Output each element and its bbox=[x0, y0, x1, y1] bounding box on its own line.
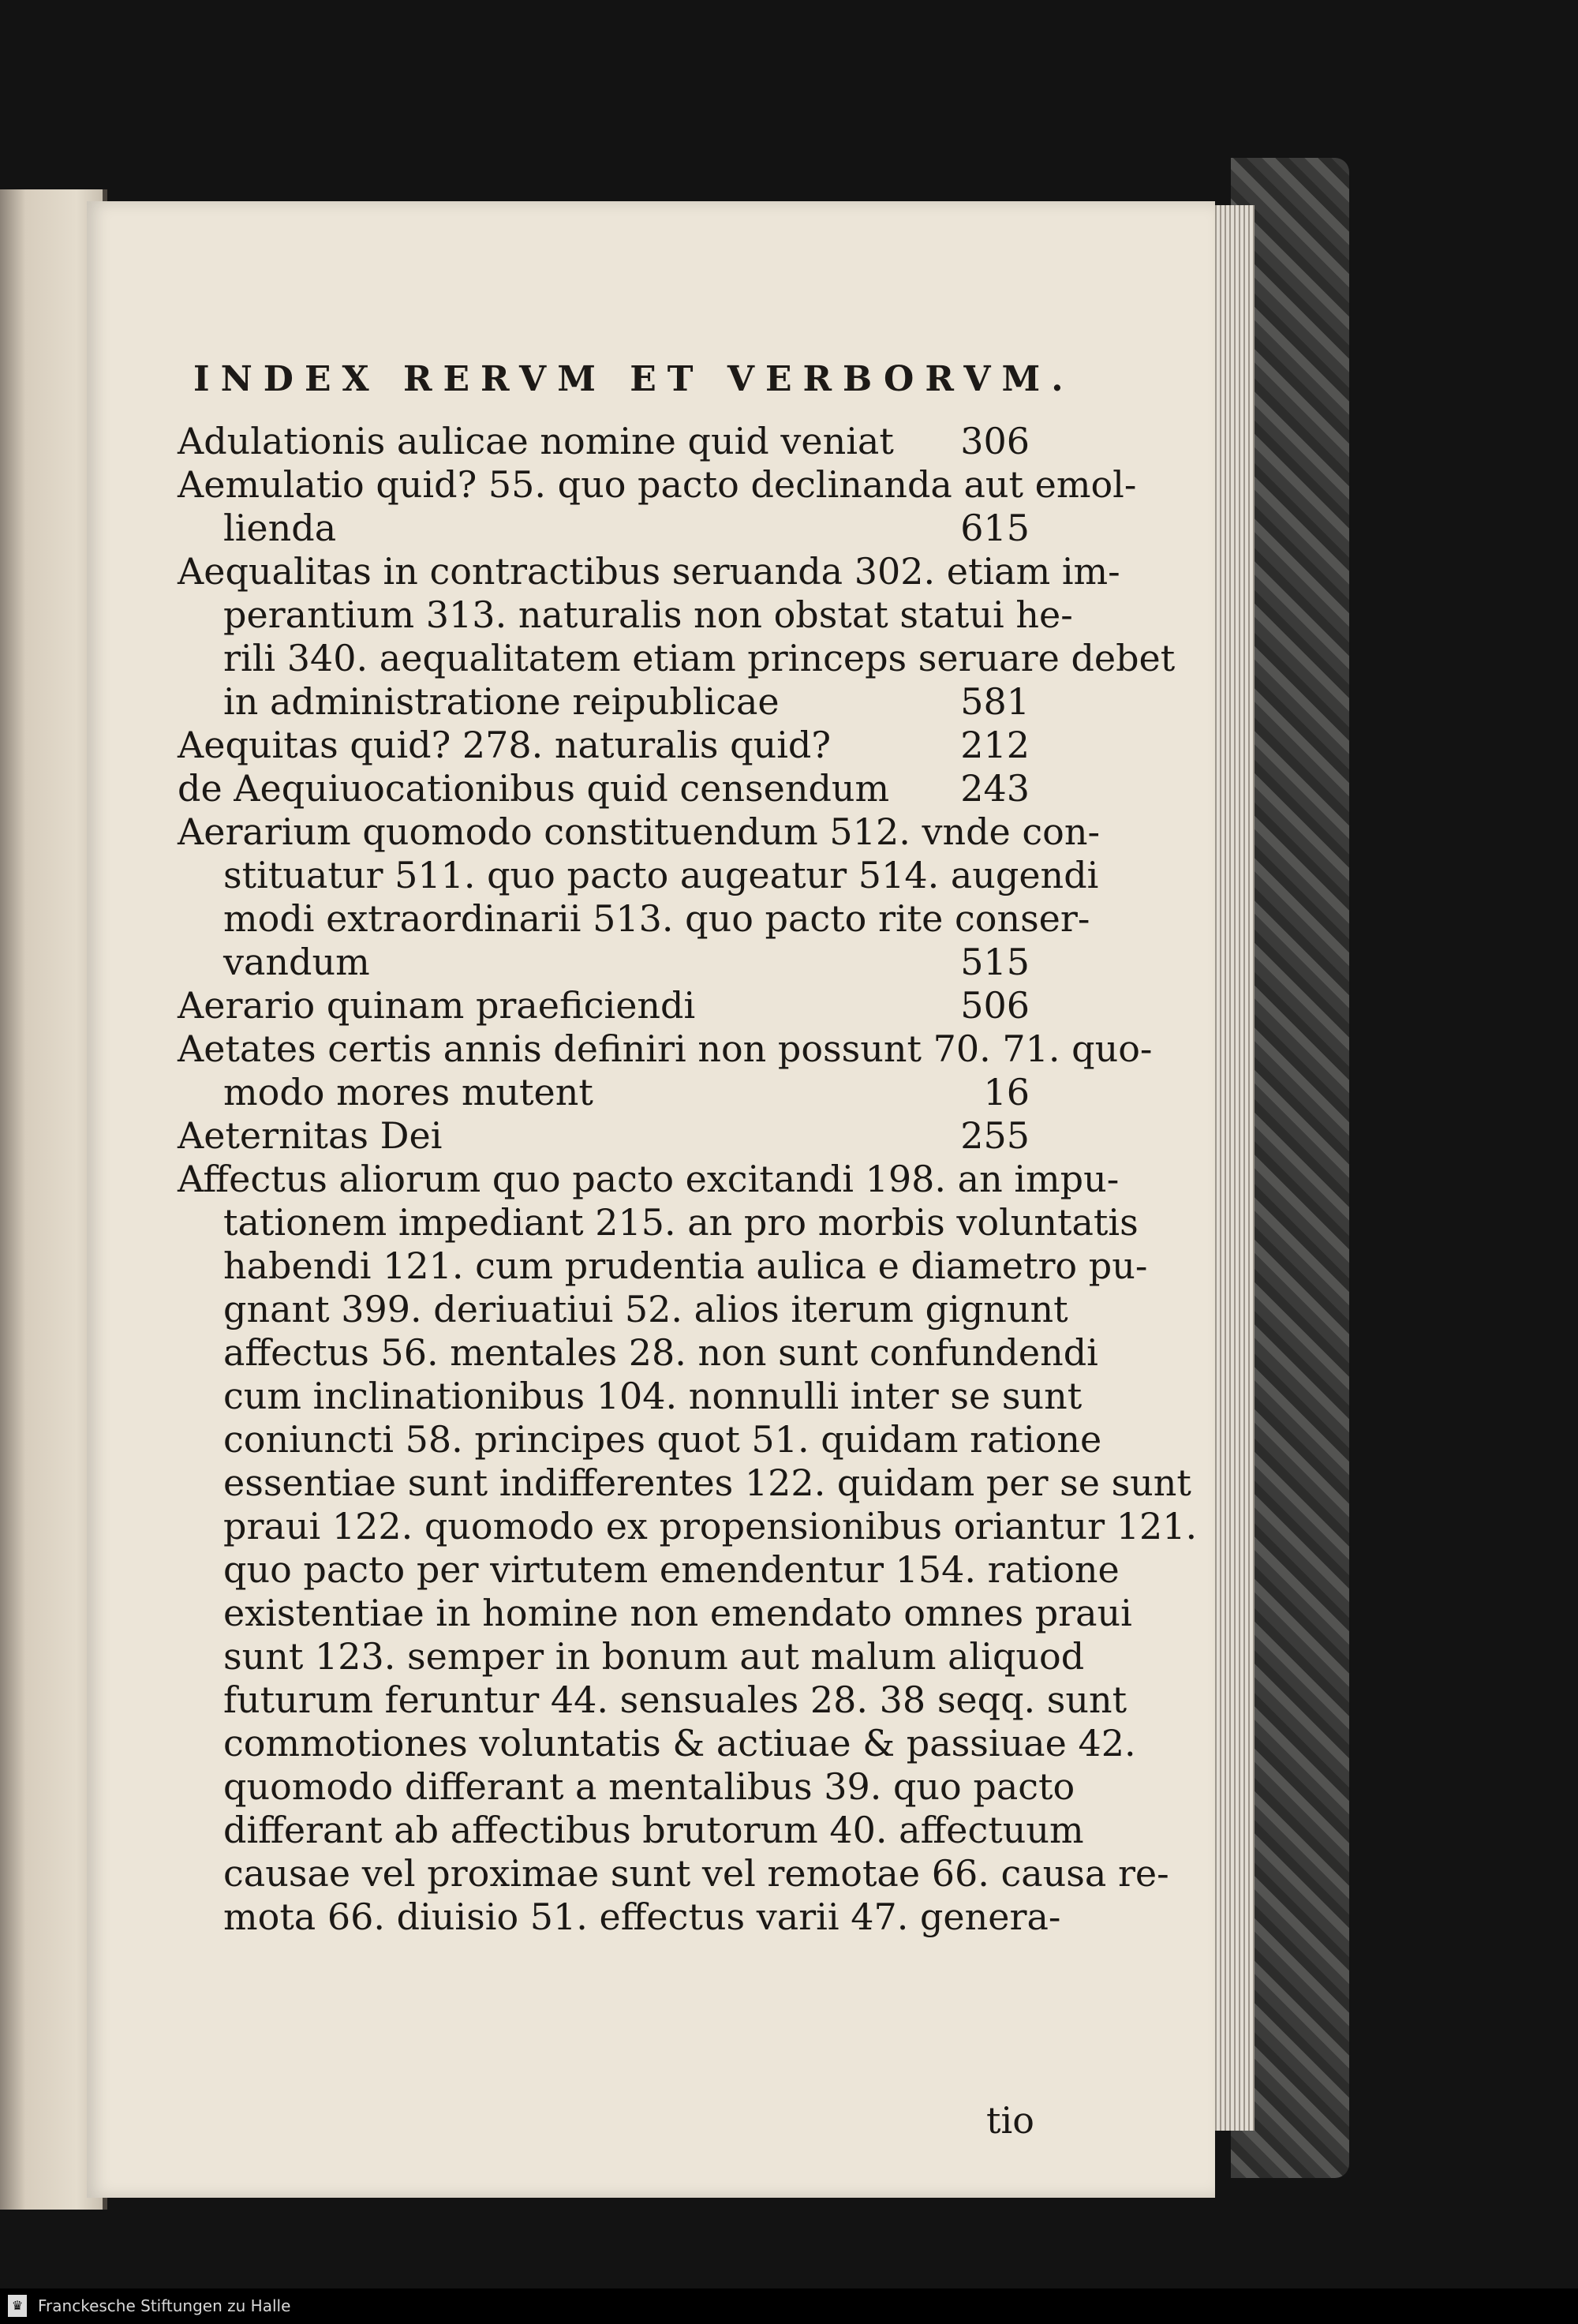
index-line bbox=[178, 1114, 1030, 1158]
page-number: 515 bbox=[960, 941, 1030, 983]
entry-text: Aerarium quomodo constituendum 512. vnde con- bbox=[178, 810, 1101, 853]
entry-text: lienda bbox=[223, 507, 337, 549]
entry-text: perantium 313. naturalis non obstat statui he- bbox=[223, 593, 1073, 636]
index-line bbox=[178, 1244, 1148, 1288]
entry-text: coniuncti 58. principes quot 51. quidam ratione bbox=[223, 1418, 1102, 1461]
index-line bbox=[178, 1722, 1136, 1765]
page-number: 212 bbox=[960, 724, 1030, 766]
entry-text: Aequitas quid? 278. naturalis quid? bbox=[178, 724, 832, 766]
index-line bbox=[178, 593, 1073, 637]
index-line bbox=[178, 1288, 1068, 1331]
entry-text: Aerario quinam praeficiendi bbox=[178, 984, 696, 1027]
entry-text: stituatur 511. quo pacto augeatur 514. augendi bbox=[223, 854, 1099, 896]
index-line bbox=[178, 1765, 1075, 1809]
page-number: 243 bbox=[960, 767, 1030, 810]
entry-text: de Aequiuocationibus quid censendum bbox=[178, 767, 890, 810]
index-line bbox=[178, 1375, 1083, 1418]
index-line bbox=[178, 1505, 1198, 1548]
index-line bbox=[178, 1071, 1030, 1114]
index-line bbox=[178, 810, 1101, 854]
index-line bbox=[178, 1852, 1169, 1896]
page-number: 255 bbox=[960, 1114, 1030, 1157]
entry-text: essentiae sunt indifferentes 122. quidam per se sunt bbox=[223, 1461, 1191, 1504]
index-line bbox=[178, 854, 1099, 897]
footer-bar bbox=[0, 2288, 1578, 2324]
index-line bbox=[178, 1027, 1153, 1071]
index-line bbox=[178, 637, 1176, 680]
index-line bbox=[178, 1809, 1084, 1852]
entry-text: Aemulatio quid? 55. quo pacto declinanda aut emol- bbox=[178, 463, 1137, 506]
entry-text: Affectus aliorum quo pacto excitandi 198. an impu- bbox=[178, 1158, 1120, 1200]
index-entry bbox=[178, 1114, 1030, 1158]
entry-text: cum inclinationibus 104. nonnulli inter se sunt bbox=[223, 1375, 1083, 1417]
entry-text: gnant 399. deriuatiui 52. alios iterum gignunt bbox=[223, 1288, 1068, 1330]
entry-text: tationem impediant 215. an pro morbis voluntatis bbox=[223, 1201, 1139, 1244]
index-line bbox=[178, 1158, 1120, 1201]
index-line bbox=[178, 941, 1030, 984]
index-line bbox=[178, 507, 1030, 550]
index-entry bbox=[178, 810, 1101, 984]
entry-text: affectus 56. mentales 28. non sunt confundendi bbox=[223, 1331, 1098, 1374]
entry-text: rili 340. aequalitatem etiam princeps seruare debet bbox=[223, 637, 1176, 679]
index-line bbox=[178, 1418, 1102, 1461]
catchword: tio bbox=[986, 2099, 1034, 2142]
index-line bbox=[178, 1548, 1120, 1592]
page-number: 506 bbox=[960, 984, 1030, 1027]
index-line bbox=[178, 1201, 1139, 1244]
index-line bbox=[178, 1592, 1132, 1635]
institution-logo-icon: ♛ bbox=[8, 2295, 27, 2317]
index-line bbox=[178, 984, 1030, 1027]
index-entry bbox=[178, 984, 1030, 1027]
index-entry bbox=[178, 1027, 1153, 1114]
index-line bbox=[178, 1678, 1127, 1722]
entry-text: mota 66. diuisio 51. effectus varii 47. genera- bbox=[223, 1896, 1061, 1938]
index-entry bbox=[178, 420, 1030, 463]
entry-text: causae vel proximae sunt vel remotae 66. causa re- bbox=[223, 1852, 1169, 1895]
entry-text: commotiones voluntatis & actiuae & passiuae 42. bbox=[223, 1722, 1136, 1765]
index-entry bbox=[178, 1158, 1198, 1939]
page-number: 306 bbox=[960, 420, 1030, 462]
index-line bbox=[178, 680, 1030, 724]
index-line bbox=[178, 550, 1120, 593]
entry-text: Aequalitas in contractibus seruanda 302. etiam im- bbox=[178, 550, 1120, 593]
institution-label: Franckesche Stiftungen zu Halle bbox=[38, 2296, 291, 2315]
entry-text: differant ab affectibus brutorum 40. affectuum bbox=[223, 1809, 1084, 1851]
index-entries bbox=[178, 420, 1198, 1939]
index-entry bbox=[178, 550, 1176, 724]
entry-text: Aeternitas Dei bbox=[178, 1114, 443, 1157]
index-line bbox=[178, 724, 1030, 767]
index-line bbox=[178, 897, 1090, 941]
running-header: INDEX RERVM ET VERBORVM. bbox=[193, 359, 1075, 399]
index-line bbox=[178, 420, 1030, 463]
index-line bbox=[178, 1896, 1061, 1939]
entry-text: habendi 121. cum prudentia aulica e diametro pu- bbox=[223, 1244, 1148, 1287]
entry-text: sunt 123. semper in bonum aut malum aliquod bbox=[223, 1635, 1085, 1678]
entry-text: in administratione reipublicae bbox=[223, 680, 780, 723]
entry-text: existentiae in homine non emendato omnes praui bbox=[223, 1592, 1132, 1634]
page-number: 581 bbox=[960, 680, 1030, 723]
entry-text: Adulationis aulicae nomine quid veniat bbox=[178, 420, 894, 462]
index-line bbox=[178, 463, 1137, 507]
entry-text: futurum feruntur 44. sensuales 28. 38 seqq. sunt bbox=[223, 1678, 1127, 1721]
index-entry bbox=[178, 463, 1137, 550]
entry-text: quo pacto per virtutem emendentur 154. ratione bbox=[223, 1548, 1120, 1591]
index-line bbox=[178, 1331, 1098, 1375]
page-number: 16 bbox=[983, 1071, 1030, 1113]
entry-text: modo mores mutent bbox=[223, 1071, 593, 1113]
index-line bbox=[178, 1461, 1191, 1505]
index-entry bbox=[178, 724, 1030, 767]
entry-text: Aetates certis annis definiri non possunt 70. 71. quo- bbox=[178, 1027, 1153, 1070]
page-number: 615 bbox=[960, 507, 1030, 549]
entry-text: quomodo differant a mentalibus 39. quo pacto bbox=[223, 1765, 1075, 1808]
entry-text: praui 122. quomodo ex propensionibus oriantur 121. bbox=[223, 1505, 1198, 1547]
entry-text: modi extraordinarii 513. quo pacto rite conser- bbox=[223, 897, 1090, 940]
entry-text: vandum bbox=[223, 941, 370, 983]
index-line bbox=[178, 767, 1030, 810]
index-entry bbox=[178, 767, 1030, 810]
index-line bbox=[178, 1635, 1085, 1678]
